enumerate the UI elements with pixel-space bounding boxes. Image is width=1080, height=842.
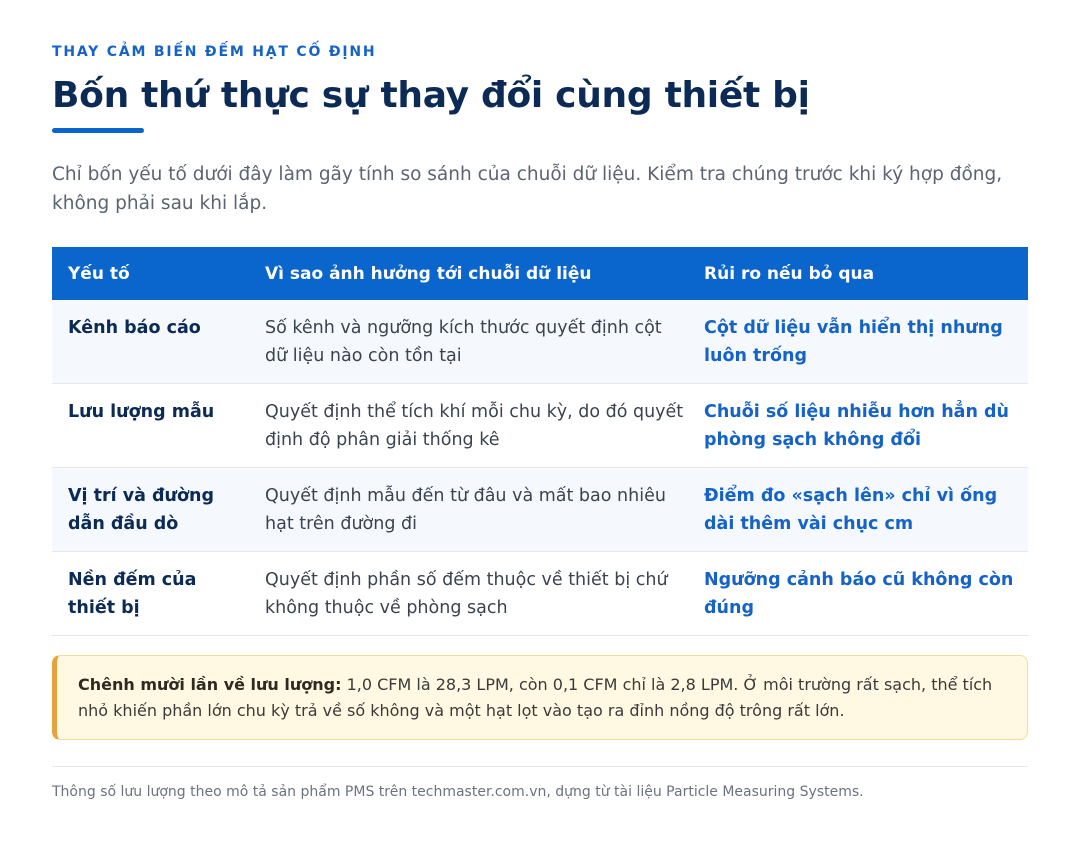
table-row	[52, 300, 1028, 384]
source-footnote: Thông số lưu lượng theo mô tả sản phẩm PMS trên techmaster.com.vn, dựng từ tài liệu Particle Measuring Systems.	[52, 784, 864, 800]
table-row	[52, 468, 1028, 552]
header-factor: Yếu tố	[68, 263, 130, 284]
table-row	[52, 384, 1028, 468]
row-reason: Số kênh và ngưỡng kích thước quyết định cột dữ liệu nào còn tồn tại	[265, 318, 662, 366]
table-row	[52, 552, 1028, 636]
eyebrow-label: THAY CẢM BIẾN ĐẾM HẠT CỐ ĐỊNH	[52, 44, 377, 60]
row-factor: Nền đếm của thiết bị	[68, 570, 197, 618]
factors-table	[52, 247, 1028, 636]
row-risk: Điểm đo «sạch lên» chỉ vì ống dài thêm vài chục cm	[704, 486, 998, 534]
flow-rate-callout	[52, 655, 1028, 740]
row-factor: Vị trí và đường dẫn đầu dò	[68, 486, 215, 534]
table-header	[52, 247, 1028, 300]
callout-label: Chênh mười lần về lưu lượng:	[78, 675, 342, 694]
row-risk: Chuỗi số liệu nhiễu hơn hẳn dù phòng sạch không đổi	[704, 402, 1009, 450]
row-risk: Ngưỡng cảnh báo cũ không còn đúng	[704, 570, 1014, 618]
footer-divider	[52, 766, 1028, 767]
row-reason: Quyết định phần số đếm thuộc về thiết bị chứ không thuộc về phòng sạch	[265, 570, 668, 618]
title-underline	[52, 128, 144, 133]
callout-text: 1,0 CFM là 28,3 LPM, còn 0,1 CFM chỉ là 2,8 LPM. Ở môi trường rất sạch, thể tích nhỏ khiến phần lớn chu kỳ trả về số không và một hạt lọt vào tạo ra đỉnh nồng độ trông rất lớn.	[78, 675, 993, 720]
header-reason: Vì sao ảnh hưởng tới chuỗi dữ liệu	[265, 263, 592, 284]
row-reason: Quyết định thể tích khí mỗi chu kỳ, do đó quyết định độ phân giải thống kê	[265, 402, 684, 450]
row-reason: Quyết định mẫu đến từ đâu và mất bao nhiêu hạt trên đường đi	[265, 486, 666, 534]
lead-paragraph: Chỉ bốn yếu tố dưới đây làm gãy tính so sánh của chuỗi dữ liệu. Kiểm tra chúng trước khi ký hợp đồng, không phải sau khi lắp.	[52, 164, 1003, 214]
row-factor: Kênh báo cáo	[68, 318, 201, 338]
row-factor: Lưu lượng mẫu	[68, 402, 215, 422]
row-risk: Cột dữ liệu vẫn hiển thị nhưng luôn trống	[704, 318, 1003, 366]
header-risk: Rủi ro nếu bỏ qua	[704, 263, 875, 284]
page-title: Bốn thứ thực sự thay đổi cùng thiết bị	[52, 75, 810, 116]
